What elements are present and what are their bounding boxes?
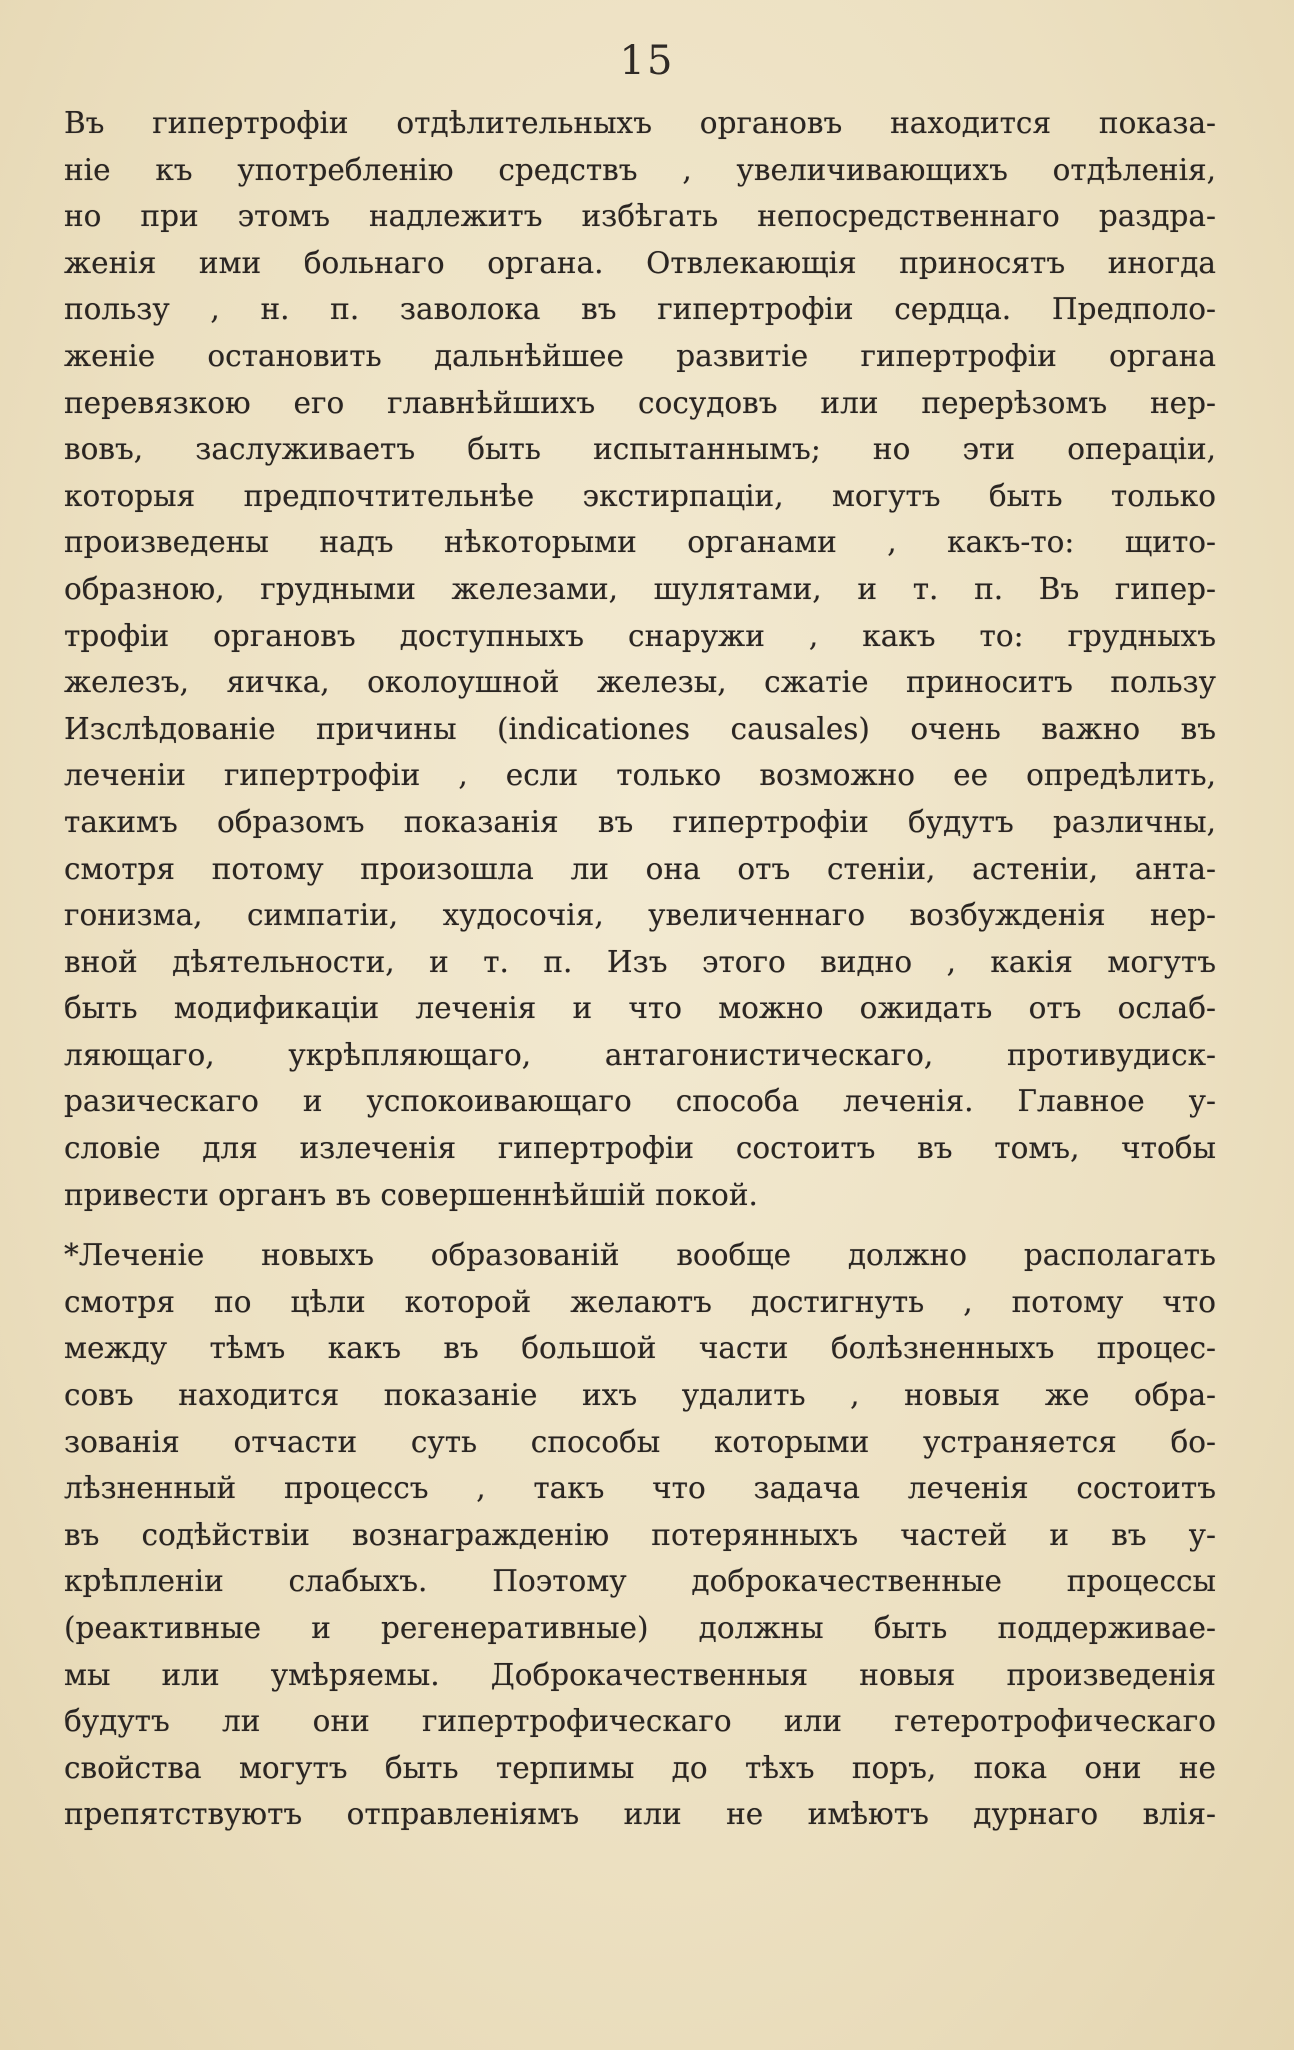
text-line: *Леченіе новыхъ образованій вообще должно располагать xyxy=(64,1238,1216,1273)
paragraph-gap xyxy=(64,1218,1216,1232)
text-line: крѣпленіи слабыхъ. Поэтому доброкачественные процессы xyxy=(64,1564,1216,1599)
text-line: образною, грудными железами, шулятами, и т. п. Въ гипер- xyxy=(64,571,1216,606)
text-line: лѣзненный процессъ , такъ что задача леченія состоитъ xyxy=(64,1471,1216,1506)
text-line: железъ, яичка, околоушной железы, сжатіе приноситъ пользу xyxy=(64,665,1216,700)
text-line: вовъ, заслуживаетъ быть испытаннымъ; но эти операціи, xyxy=(64,432,1216,467)
text-line: быть модификаціи леченія и что можно ожидать отъ ослаб- xyxy=(64,991,1216,1026)
paragraph-new-formations xyxy=(64,1232,1216,1838)
text-line: словіе для излеченія гипертрофіи состоитъ въ томъ, чтобы xyxy=(64,1131,1216,1166)
text-line: женіе остановить дальнѣйшее развитіе гипертрофіи органа xyxy=(64,338,1216,373)
text-line: свойства могутъ быть терпимы до тѣхъ поръ, пока они не xyxy=(64,1750,1216,1785)
paragraph-hypertrophy xyxy=(64,100,1216,1218)
text-line: пользу , н. п. заволока въ гипертрофіи сердца. Предполо- xyxy=(64,292,1216,327)
text-line: (реактивные и регенеративные) должны быть поддерживае- xyxy=(64,1611,1216,1645)
text-line: мы или умѣряемы. Доброкачественныя новыя произведенія xyxy=(64,1657,1216,1692)
text-line: совъ находится показаніе ихъ удалить , новыя же обра- xyxy=(64,1378,1216,1413)
text-line: такимъ образомъ показанія въ гипертрофіи будутъ различны, xyxy=(64,804,1216,839)
text-line: смотря по цѣли которой желаютъ достигнуть , потому что xyxy=(64,1284,1216,1319)
text-line: женія ими больнаго органа. Отвлекающія приносятъ иногда xyxy=(64,245,1216,280)
text-line: перевязкою его главнѣйшихъ сосудовъ или перерѣзомъ нер- xyxy=(64,385,1216,420)
text-line: привести органъ въ совершеннѣйшій покой. xyxy=(64,1177,758,1212)
text-line: въ содѣйствіи вознагражденію потерянныхъ частей и въ у- xyxy=(64,1517,1216,1552)
text-line: ніе къ употребленію средствъ , увеличивающихъ отдѣленія, xyxy=(64,152,1216,187)
text-line: которыя предпочтительнѣе экстирпаціи, могутъ быть только xyxy=(64,478,1216,513)
page-text xyxy=(64,100,1216,1838)
text-line: между тѣмъ какъ въ большой части болѣзненныхъ процес- xyxy=(64,1331,1216,1366)
text-line: леченіи гипертрофіи , если только возможно ее опредѣлить, xyxy=(64,758,1216,793)
text-line: зованія отчасти суть способы которыми устраняется бо- xyxy=(64,1424,1216,1459)
page-number: 15 xyxy=(619,38,675,84)
text-line: Изслѣдованіе причины (indicationes causales) очень важно въ xyxy=(64,711,1216,746)
text-line: разическаго и успокоивающаго способа леченія. Главное у- xyxy=(64,1084,1216,1119)
text-line: ляющаго, укрѣпляющаго, антагонистическаго, противудиск- xyxy=(64,1037,1216,1072)
text-line: но при этомъ надлежитъ избѣгать непосредственнаго раздра- xyxy=(64,199,1216,234)
text-line: вной дѣятельности, и т. п. Изъ этого видно , какія могутъ xyxy=(64,944,1216,979)
text-line: трофіи органовъ доступныхъ снаружи , какъ то: грудныхъ xyxy=(64,618,1216,653)
text-line: смотря потому произошла ли она отъ стеніи, астеніи, анта- xyxy=(64,851,1216,886)
text-line: Въ гипертрофіи отдѣлительныхъ органовъ находится показа- xyxy=(64,106,1216,140)
text-line: гонизма, симпатіи, худосочія, увеличеннаго возбужденія нер- xyxy=(64,898,1216,933)
text-line: произведены надъ нѣкоторыми органами , какъ-то: щито- xyxy=(64,525,1216,560)
text-line: будутъ ли они гипертрофическаго или гетеротрофическаго xyxy=(64,1704,1216,1739)
text-line: препятствуютъ отправленіямъ или не имѣютъ дурнаго влія- xyxy=(64,1797,1216,1832)
